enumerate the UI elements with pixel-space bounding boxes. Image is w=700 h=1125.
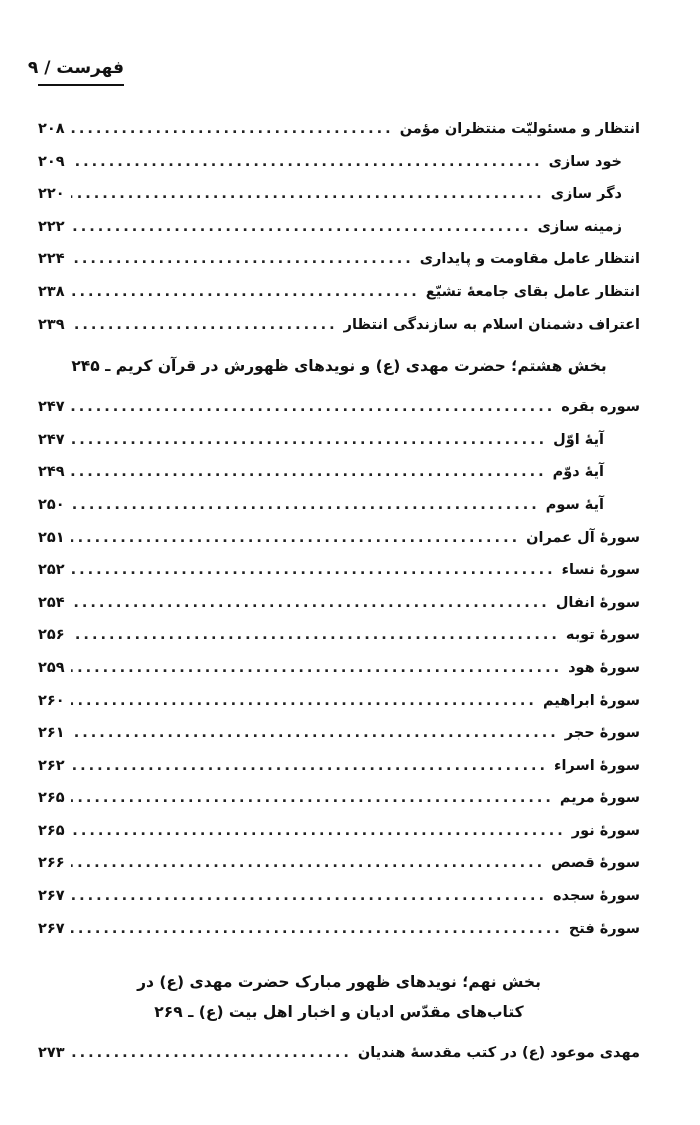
dot-leader bbox=[71, 522, 521, 555]
toc-entry-page-number: ۲۴۹ bbox=[38, 464, 65, 481]
section-heading-8: بخش هشتم؛ حضرت مهدی (ع) و نویدهای ظهورش در قرآن کریم ـ ۲۴۵ bbox=[71, 357, 607, 376]
toc-entry-title: سوره بقره bbox=[561, 399, 640, 416]
toc-entry bbox=[38, 619, 640, 652]
toc-entry-page-number: ۲۶۶ bbox=[38, 855, 65, 872]
dot-leader bbox=[71, 276, 420, 309]
toc-entry bbox=[38, 178, 640, 211]
dot-leader bbox=[71, 456, 547, 489]
toc-entry-page-number: ۲۲۴ bbox=[38, 251, 65, 268]
toc-entry-title: آیهٔ دوّم bbox=[552, 464, 604, 481]
dot-leader bbox=[71, 243, 414, 276]
toc-entry bbox=[38, 652, 640, 685]
toc-entry-page-number: ۲۴۷ bbox=[38, 431, 65, 448]
toc-entry-page-number: ۲۲۰ bbox=[38, 186, 65, 203]
toc-entry-title: سورهٔ نور bbox=[571, 822, 640, 839]
toc-entry bbox=[38, 750, 640, 783]
toc-entry-page-number: ۲۰۸ bbox=[38, 121, 65, 137]
toc-entry-page-number: ۲۵۶ bbox=[38, 627, 65, 644]
toc-entry-page-number: ۲۶۰ bbox=[38, 692, 65, 709]
toc-entry-title: زمینه سازی bbox=[537, 218, 622, 235]
toc-entry-page-number: ۲۵۲ bbox=[38, 562, 65, 579]
toc-entry bbox=[38, 1037, 640, 1070]
toc-entry-title: مهدی موعود (ع) در کتب مقدسهٔ هندیان bbox=[357, 1045, 640, 1062]
section-heading-9-line2: کتاب‌های مقدّس ادیان و اخبار اهل بیت (ع) ـ ۲۶۹ bbox=[154, 1003, 524, 1022]
toc-entry-page-number: ۲۶۵ bbox=[38, 822, 65, 839]
toc-entry-title: آیهٔ سوم bbox=[545, 496, 604, 513]
toc-entry-title: انتظار عامل بقای جامعهٔ تشیّع bbox=[425, 283, 640, 300]
toc-entry-title: سورهٔ حجر bbox=[564, 725, 640, 742]
section-heading-9 bbox=[38, 967, 640, 1027]
running-header: فهرست / ۹ bbox=[38, 58, 124, 86]
toc-entry-title: سورهٔ هود bbox=[568, 659, 640, 676]
toc-entry-page-number: ۲۵۱ bbox=[38, 529, 65, 546]
toc-entry-title: سورهٔ انفال bbox=[555, 594, 640, 611]
section-heading-9-line1: بخش نهم؛ نویدهای ظهور مبارک حضرت مهدی (ع) در bbox=[137, 973, 541, 992]
toc-entry-title: آیهٔ اوّل bbox=[553, 431, 604, 448]
dot-leader bbox=[71, 847, 546, 880]
toc-entry-page-number: ۲۵۹ bbox=[38, 659, 65, 676]
toc-entry-title: اعتراف دشمنان اسلام به سازندگی انتظار bbox=[343, 316, 640, 333]
toc-entry-title: سورهٔ سجده bbox=[553, 888, 640, 905]
toc-entry-title: سورهٔ نساء bbox=[561, 562, 640, 579]
toc-entry bbox=[38, 146, 640, 179]
toc-entry-page-number: ۲۳۸ bbox=[38, 283, 65, 300]
toc-entry-title: انتظار عامل مقاومت و پایداری bbox=[419, 251, 640, 268]
table-of-contents bbox=[38, 113, 640, 1070]
toc-entry bbox=[38, 424, 640, 457]
toc-entry-page-number: ۲۳۹ bbox=[38, 316, 65, 333]
toc-entry bbox=[38, 309, 640, 342]
dot-leader bbox=[71, 815, 566, 848]
toc-entry-title: انتظار و مسئولیّت منتظران مؤمن bbox=[399, 121, 640, 137]
toc-entry-page-number: ۲۰۹ bbox=[38, 153, 65, 170]
toc-entry bbox=[38, 913, 640, 946]
dot-leader bbox=[71, 652, 563, 685]
dot-leader bbox=[71, 489, 540, 522]
toc-entry bbox=[38, 685, 640, 718]
toc-entry bbox=[38, 717, 640, 750]
toc-entry-title: سورهٔ قصص bbox=[551, 855, 640, 872]
dot-leader bbox=[71, 424, 548, 457]
toc-entry bbox=[38, 522, 640, 555]
toc-entry bbox=[38, 782, 640, 815]
toc-entry-title: سورهٔ توبه bbox=[565, 627, 640, 644]
dot-leader bbox=[71, 309, 338, 342]
dot-leader bbox=[71, 211, 532, 244]
toc-entry-page-number: ۲۴۷ bbox=[38, 399, 65, 416]
toc-entry-page-number: ۲۵۴ bbox=[38, 594, 65, 611]
dot-leader bbox=[71, 146, 543, 179]
toc-entry bbox=[38, 391, 640, 424]
toc-entry bbox=[38, 276, 640, 309]
toc-entry-page-number: ۲۶۷ bbox=[38, 888, 65, 905]
dot-leader bbox=[71, 619, 560, 652]
dot-leader bbox=[71, 587, 550, 620]
toc-entry-title: سورهٔ مریم bbox=[559, 790, 640, 807]
toc-entry bbox=[38, 489, 640, 522]
dot-leader bbox=[71, 391, 556, 424]
toc-entry-page-number: ۲۶۵ bbox=[38, 790, 65, 807]
toc-entry-title: دگر سازی bbox=[550, 186, 622, 203]
toc-entry bbox=[38, 113, 640, 146]
toc-entry bbox=[38, 243, 640, 276]
toc-entry bbox=[38, 847, 640, 880]
dot-leader bbox=[71, 554, 556, 587]
toc-entry-title: سورهٔ فتح bbox=[568, 920, 640, 937]
toc-entry-page-number: ۲۶۷ bbox=[38, 920, 65, 937]
toc-group-2 bbox=[38, 391, 640, 945]
dot-leader bbox=[71, 178, 545, 211]
toc-entry bbox=[38, 456, 640, 489]
toc-entry-page-number: ۲۵۰ bbox=[38, 496, 65, 513]
toc-entry-page-number: ۲۷۳ bbox=[38, 1045, 65, 1062]
toc-entry bbox=[38, 815, 640, 848]
dot-leader bbox=[71, 782, 554, 815]
toc-entry-title: سورهٔ اسراء bbox=[554, 757, 640, 774]
toc-entry-page-number: ۲۶۲ bbox=[38, 757, 65, 774]
dot-leader bbox=[71, 113, 394, 146]
toc-entry-page-number: ۲۲۲ bbox=[38, 218, 65, 235]
toc-entry bbox=[38, 587, 640, 620]
toc-entry bbox=[38, 554, 640, 587]
dot-leader bbox=[71, 685, 537, 718]
toc-group-3 bbox=[38, 1037, 640, 1070]
toc-group-1 bbox=[38, 113, 640, 341]
dot-leader bbox=[71, 717, 559, 750]
toc-entry bbox=[38, 211, 640, 244]
dot-leader bbox=[71, 1037, 352, 1070]
toc-entry-page-number: ۲۶۱ bbox=[38, 725, 65, 742]
toc-entry bbox=[38, 880, 640, 913]
dot-leader bbox=[71, 913, 563, 946]
dot-leader bbox=[71, 750, 548, 783]
toc-entry-title: خود سازی bbox=[548, 153, 622, 170]
toc-entry-title: سورهٔ آل عمران bbox=[526, 529, 640, 546]
toc-entry-title: سورهٔ ابراهیم bbox=[542, 692, 640, 709]
dot-leader bbox=[71, 880, 547, 913]
